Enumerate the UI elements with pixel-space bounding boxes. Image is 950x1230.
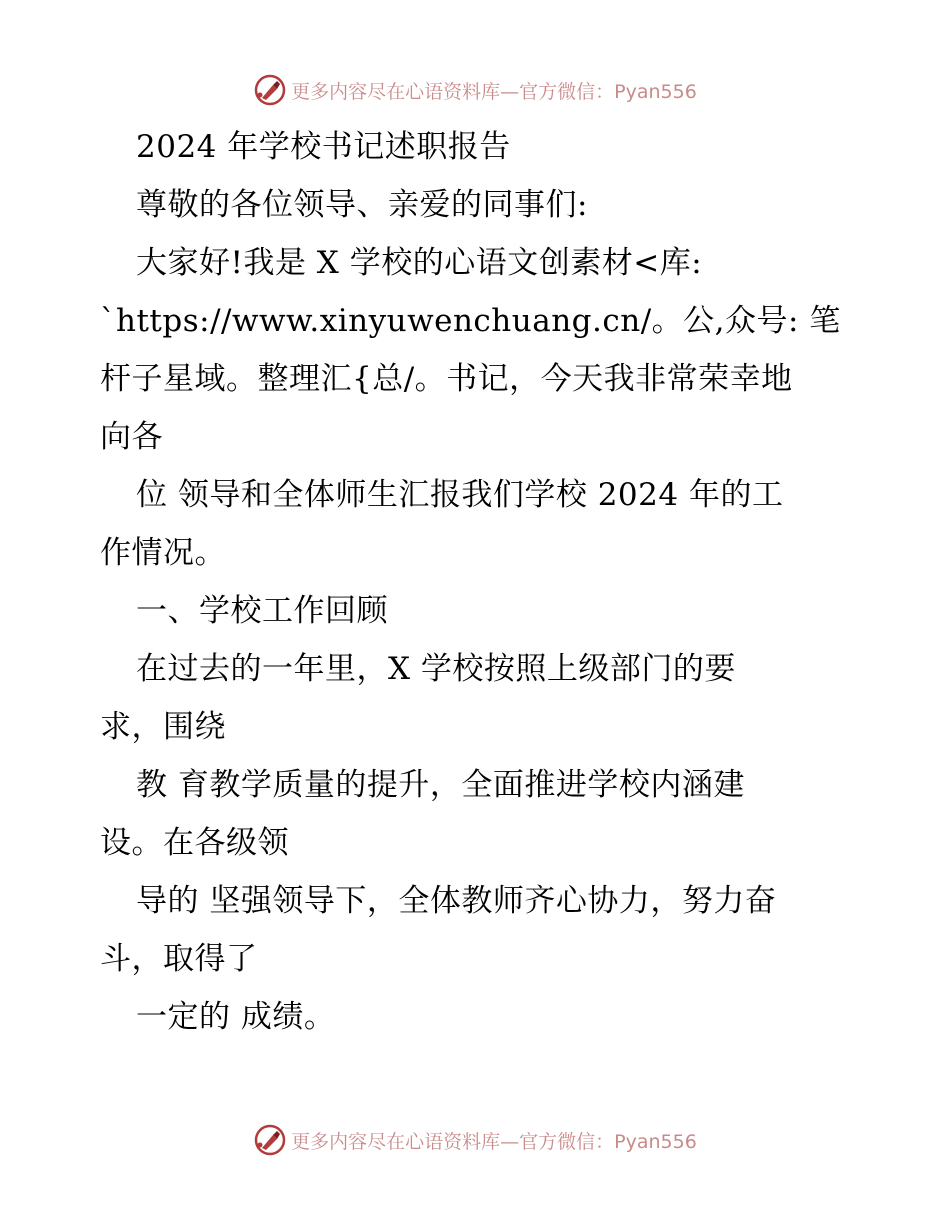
watermark-handle: Pyan556: [614, 1130, 697, 1153]
text-line: 求，围绕: [100, 709, 226, 745]
text-line: 尊敬的各位领导、亲爱的同事们:: [136, 187, 588, 223]
text-line: 在过去的一年里，X 学校按照上级部门的要: [136, 651, 736, 687]
watermark-text: 更多内容尽在心语资料库—官方微信：Pyan556: [291, 80, 697, 103]
watermark-handle: Pyan556: [614, 80, 697, 103]
text-line: 向各: [100, 419, 163, 455]
text-line: `https://www.xinyuwenchuang.cn/。公,众号: 笔: [100, 303, 841, 339]
document-body: [100, 118, 860, 1046]
text-line: 2024 年学校书记述职报告: [136, 129, 511, 165]
header-watermark: [0, 70, 950, 110]
text-line: 作情况。: [100, 535, 226, 571]
text-line: 一、学校工作回顾: [136, 593, 388, 629]
footer-watermark: [0, 1120, 950, 1160]
text-line: 杆子星域。整理汇{总/。书记，今天我非常荣幸地: [100, 361, 793, 397]
text-line: 设。在各级领: [100, 825, 289, 861]
text-line: 导的 坚强领导下，全体教师齐心协力，努力奋: [136, 883, 777, 919]
text-line: 教 育教学质量的提升，全面推进学校内涵建: [136, 767, 745, 803]
text-line: 斗，取得了: [100, 941, 258, 977]
text-line: 大家好!我是 X 学校的心语文创素材<库:: [136, 245, 703, 281]
text-line: 位 领导和全体师生汇报我们学校 2024 年的工: [136, 477, 784, 513]
pen-nib-logo-icon: [253, 1123, 287, 1157]
pen-nib-logo-icon: [253, 73, 287, 107]
watermark-text: 更多内容尽在心语资料库—官方微信：Pyan556: [291, 1130, 697, 1153]
text-line: 一定的 成绩。: [136, 999, 336, 1035]
